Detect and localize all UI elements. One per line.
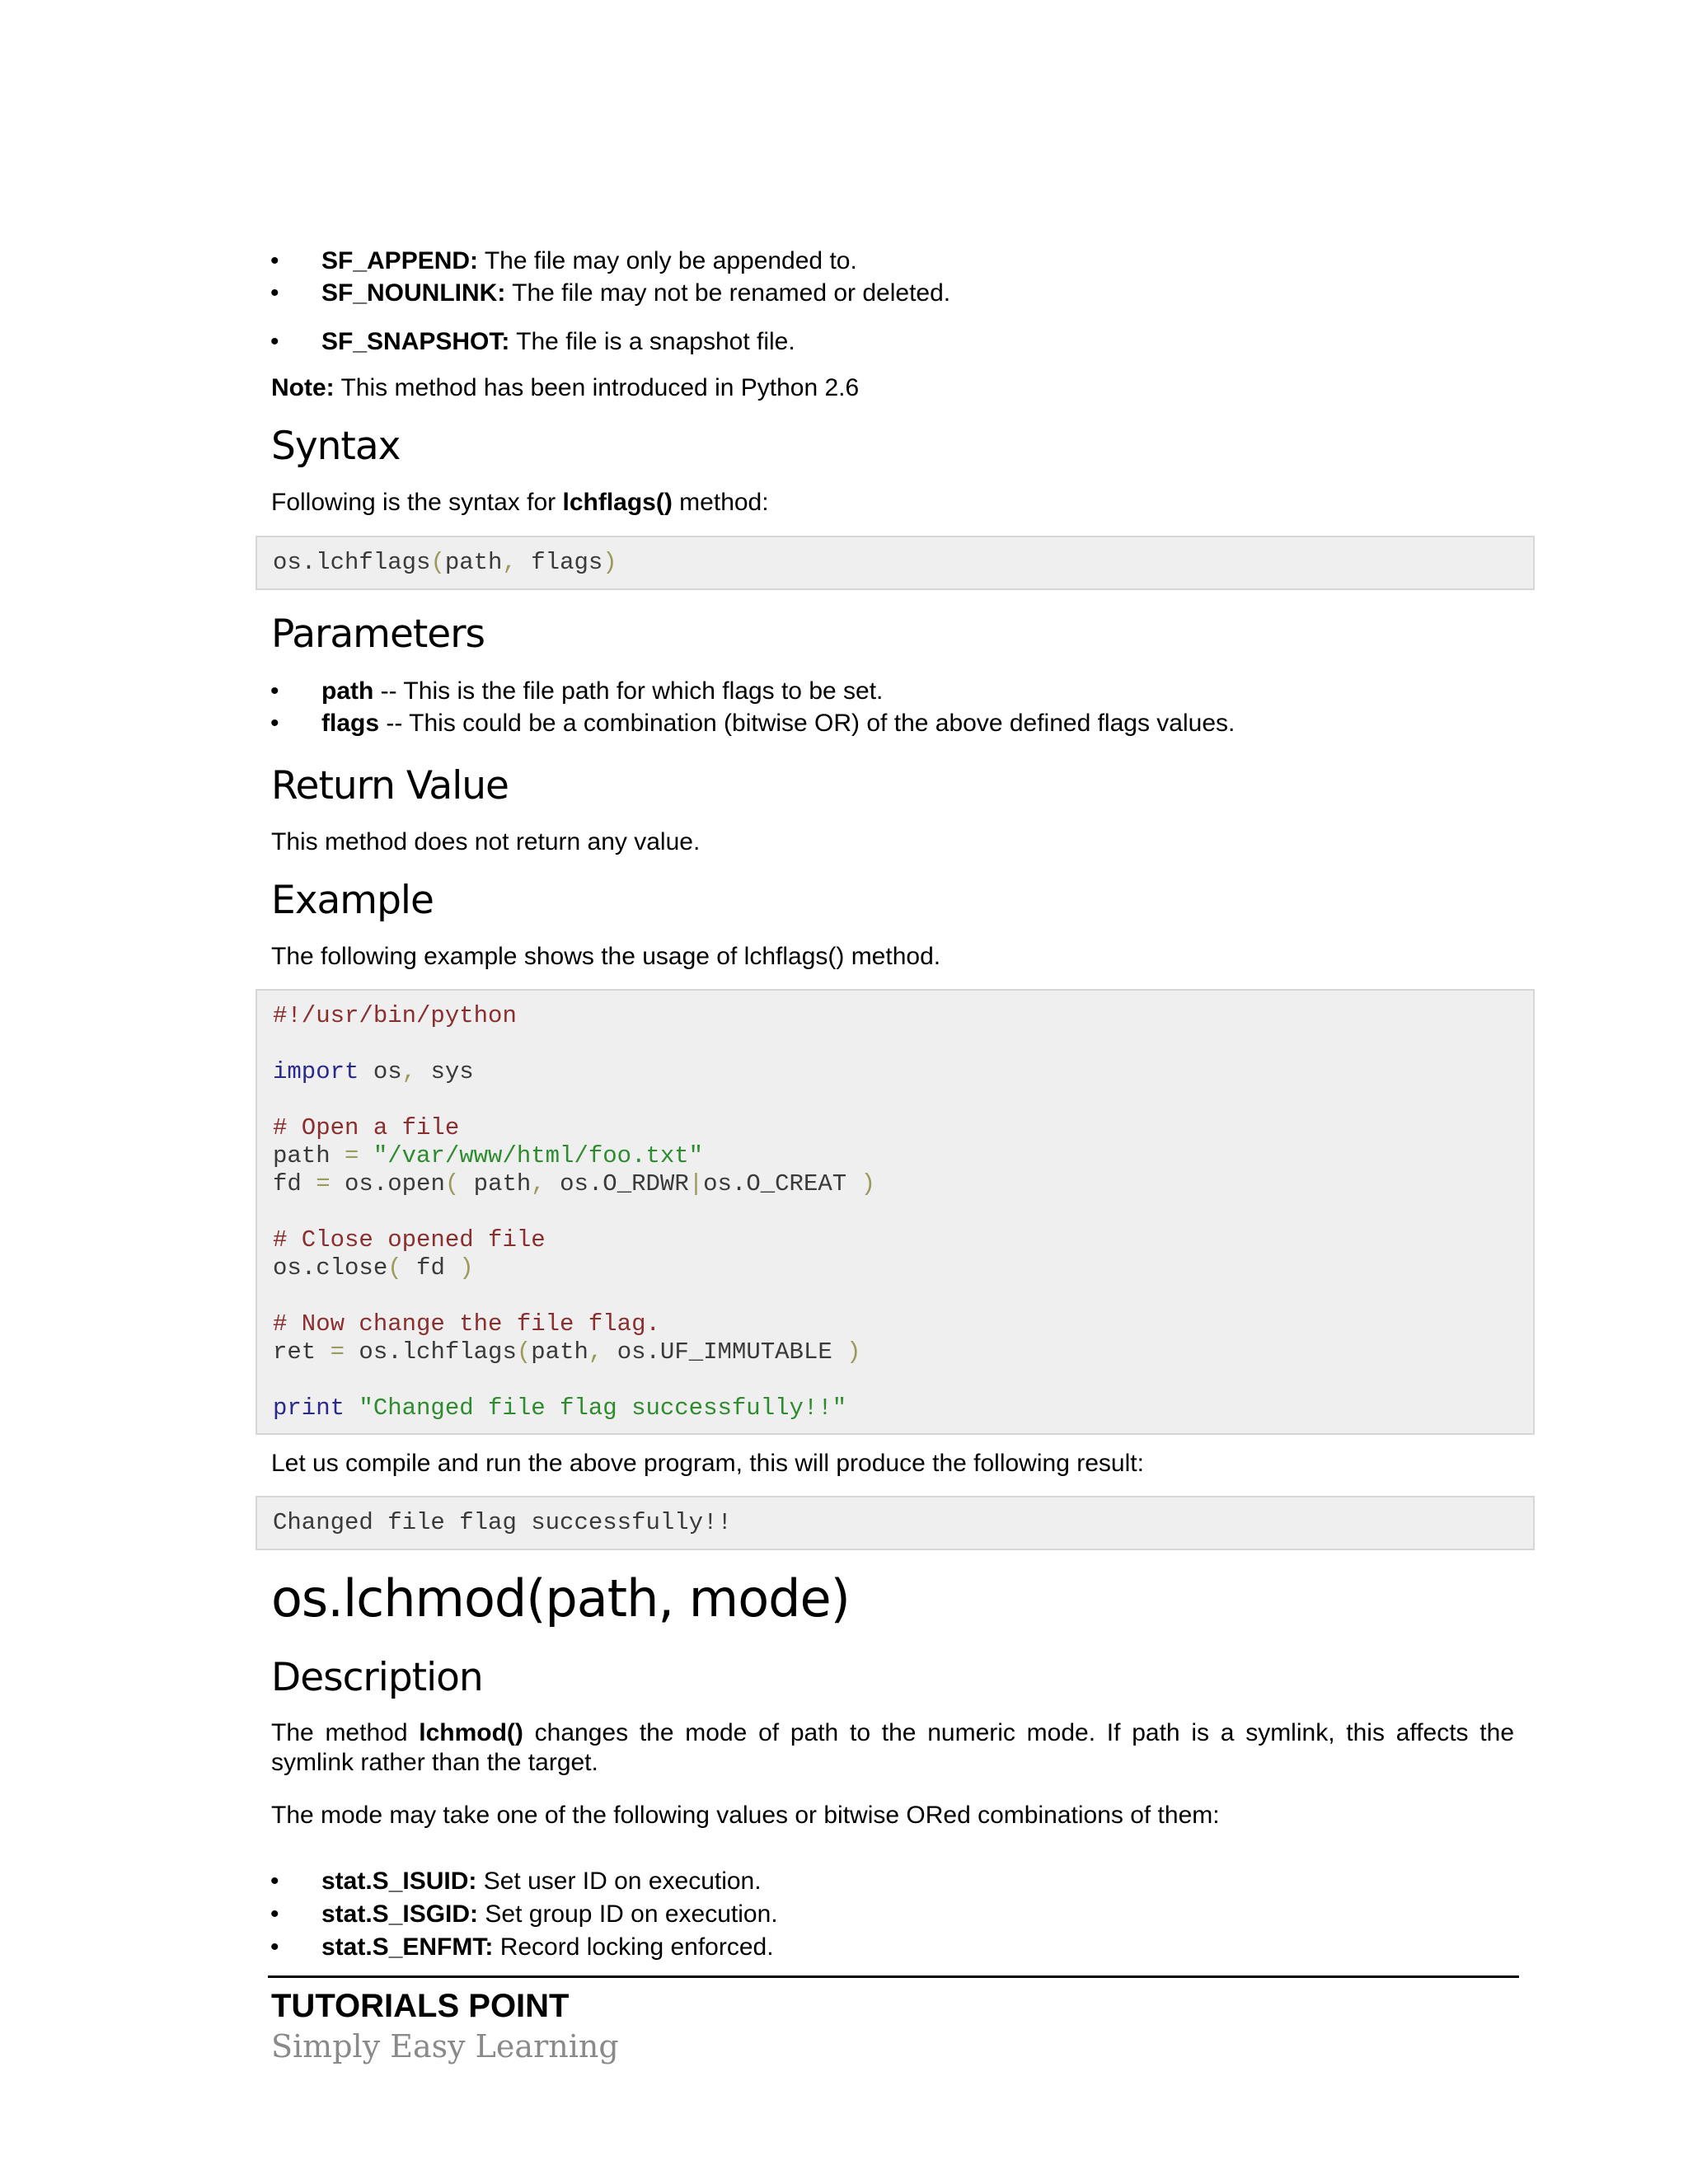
footer-brand: TUTORIALS POINT xyxy=(271,1988,570,2024)
note-text: This method has been introduced in Python 2.6 xyxy=(334,374,860,401)
code-token: os.open xyxy=(330,1170,445,1197)
code-token: os.lchflags xyxy=(273,549,431,576)
list-item xyxy=(321,1868,762,1896)
bullet-icon: • xyxy=(270,1933,279,1961)
code-token: = xyxy=(316,1170,331,1197)
flag-term: SF_APPEND: xyxy=(321,247,479,274)
code-token: flags xyxy=(516,549,603,576)
code-line: # Close opened file xyxy=(273,1226,546,1254)
description-method: lchmod() xyxy=(419,1719,523,1746)
code-line xyxy=(273,1254,474,1282)
code-token: os.O_RDWR xyxy=(545,1170,689,1197)
code-token: | xyxy=(688,1170,704,1197)
code-line xyxy=(273,1338,861,1366)
code-token: ( xyxy=(444,1170,460,1197)
code-line xyxy=(273,1394,846,1422)
mode-term: stat.S_ISUID: xyxy=(321,1868,477,1895)
param-desc: -- This is the file path for which flags to be set. xyxy=(373,677,884,705)
code-token: import xyxy=(273,1058,359,1085)
code-line: Changed file flag successfully!! xyxy=(273,1509,732,1536)
code-token: fd xyxy=(273,1170,316,1197)
list-item xyxy=(321,328,795,356)
code-line: #!/usr/bin/python xyxy=(273,1002,517,1029)
list-item xyxy=(321,1900,778,1929)
syntax-intro-text: Following is the syntax for xyxy=(271,489,563,516)
syntax-heading: Syntax xyxy=(271,424,401,469)
bullet-icon: • xyxy=(270,710,279,737)
code-token: = xyxy=(330,1338,345,1366)
syntax-intro xyxy=(271,489,769,517)
result-intro: Let us compile and run the above program, this will produce the following result: xyxy=(271,1450,1144,1477)
code-token: os.lchflags xyxy=(345,1338,517,1366)
code-line: # Now change the file flag. xyxy=(273,1310,660,1338)
flag-term: SF_NOUNLINK: xyxy=(321,279,506,307)
code-token: = xyxy=(345,1142,359,1169)
code-token: "Changed file flag successfully!!" xyxy=(345,1394,847,1422)
note-label: Note: xyxy=(271,374,335,401)
note xyxy=(271,374,859,402)
return-value-text: This method does not return any value. xyxy=(271,828,701,855)
code-token: "/var/www/html/foo.txt" xyxy=(359,1142,704,1169)
list-item xyxy=(321,710,1235,738)
result-code-block xyxy=(256,1496,1535,1550)
code-token: ) xyxy=(459,1254,474,1282)
flag-desc: The file may only be appended to. xyxy=(478,247,857,274)
mode-intro: The mode may take one of the following values or bitwise ORed combinations of them: xyxy=(271,1802,1220,1829)
code-token: path xyxy=(444,549,503,576)
code-token: os.O_CREAT xyxy=(703,1170,861,1197)
return-value-heading: Return Value xyxy=(271,763,509,808)
code-token: os xyxy=(359,1058,402,1085)
mode-term: stat.S_ISGID: xyxy=(321,1900,479,1928)
example-intro: The following example shows the usage of lchflags() method. xyxy=(271,943,941,970)
bullet-icon: • xyxy=(270,1868,279,1895)
code-line xyxy=(273,549,617,577)
description-pre: The method xyxy=(271,1719,420,1746)
syntax-code-block xyxy=(256,536,1535,590)
code-line xyxy=(273,1058,474,1086)
code-token: , xyxy=(588,1338,603,1366)
description-heading: Description xyxy=(271,1655,483,1700)
code-token: , xyxy=(401,1058,417,1085)
flag-desc: The file may not be renamed or deleted. xyxy=(505,279,951,307)
bullet-icon: • xyxy=(270,247,279,274)
mode-term: stat.S_ENFMT: xyxy=(321,1933,494,1961)
footer-divider xyxy=(268,1975,1519,1978)
code-token: print xyxy=(273,1394,345,1422)
code-token: os.close xyxy=(273,1254,388,1282)
mode-desc: Set user ID on execution. xyxy=(476,1868,762,1895)
parameters-heading: Parameters xyxy=(271,612,485,657)
syntax-intro-tail: method: xyxy=(672,489,769,516)
code-token: ) xyxy=(846,1338,861,1366)
code-token: sys xyxy=(416,1058,474,1085)
code-token: path xyxy=(459,1170,532,1197)
example-heading: Example xyxy=(271,878,434,923)
code-token: ) xyxy=(603,549,617,576)
code-line xyxy=(273,1170,875,1198)
footer-tagline: Simply Easy Learning xyxy=(271,2028,619,2064)
mode-desc: Set group ID on execution. xyxy=(478,1900,778,1928)
list-item xyxy=(321,279,950,307)
mode-desc: Record locking enforced. xyxy=(493,1933,774,1961)
description-text xyxy=(271,1718,1514,1778)
flag-term: SF_SNAPSHOT: xyxy=(321,328,510,355)
list-item xyxy=(321,247,857,275)
param-term: path xyxy=(321,677,374,705)
bullet-icon: • xyxy=(270,1900,279,1928)
code-token: os.UF_IMMUTABLE xyxy=(603,1338,847,1366)
code-line: # Open a file xyxy=(273,1114,460,1141)
code-token: path xyxy=(531,1338,588,1366)
lchmod-title: os.lchmod(path, mode) xyxy=(271,1568,850,1629)
code-line xyxy=(273,1142,703,1170)
code-token: ( xyxy=(516,1338,532,1366)
syntax-intro-method: lchflags() xyxy=(562,489,673,516)
code-token: ( xyxy=(387,1254,402,1282)
code-token: ( xyxy=(430,549,445,576)
code-token: ) xyxy=(860,1170,875,1197)
list-item xyxy=(321,677,883,705)
description-post: changes the mode of path to the numeric mode. If path is a symlink, this affects the symlink rather than the target. xyxy=(271,1719,1514,1776)
param-desc: -- This could be a combination (bitwise OR) of the above defined flags values. xyxy=(379,710,1236,737)
list-item xyxy=(321,1933,774,1961)
flag-desc: The file is a snapshot file. xyxy=(509,328,795,355)
code-token: ret xyxy=(273,1338,331,1366)
param-term: flags xyxy=(321,710,380,737)
code-token: , xyxy=(502,549,517,576)
code-token: , xyxy=(531,1170,546,1197)
bullet-icon: • xyxy=(270,279,279,307)
example-code-block xyxy=(256,989,1535,1435)
bullet-icon: • xyxy=(270,328,279,355)
code-token: path xyxy=(273,1142,345,1169)
bullet-icon: • xyxy=(270,677,279,705)
code-token: fd xyxy=(401,1254,460,1282)
